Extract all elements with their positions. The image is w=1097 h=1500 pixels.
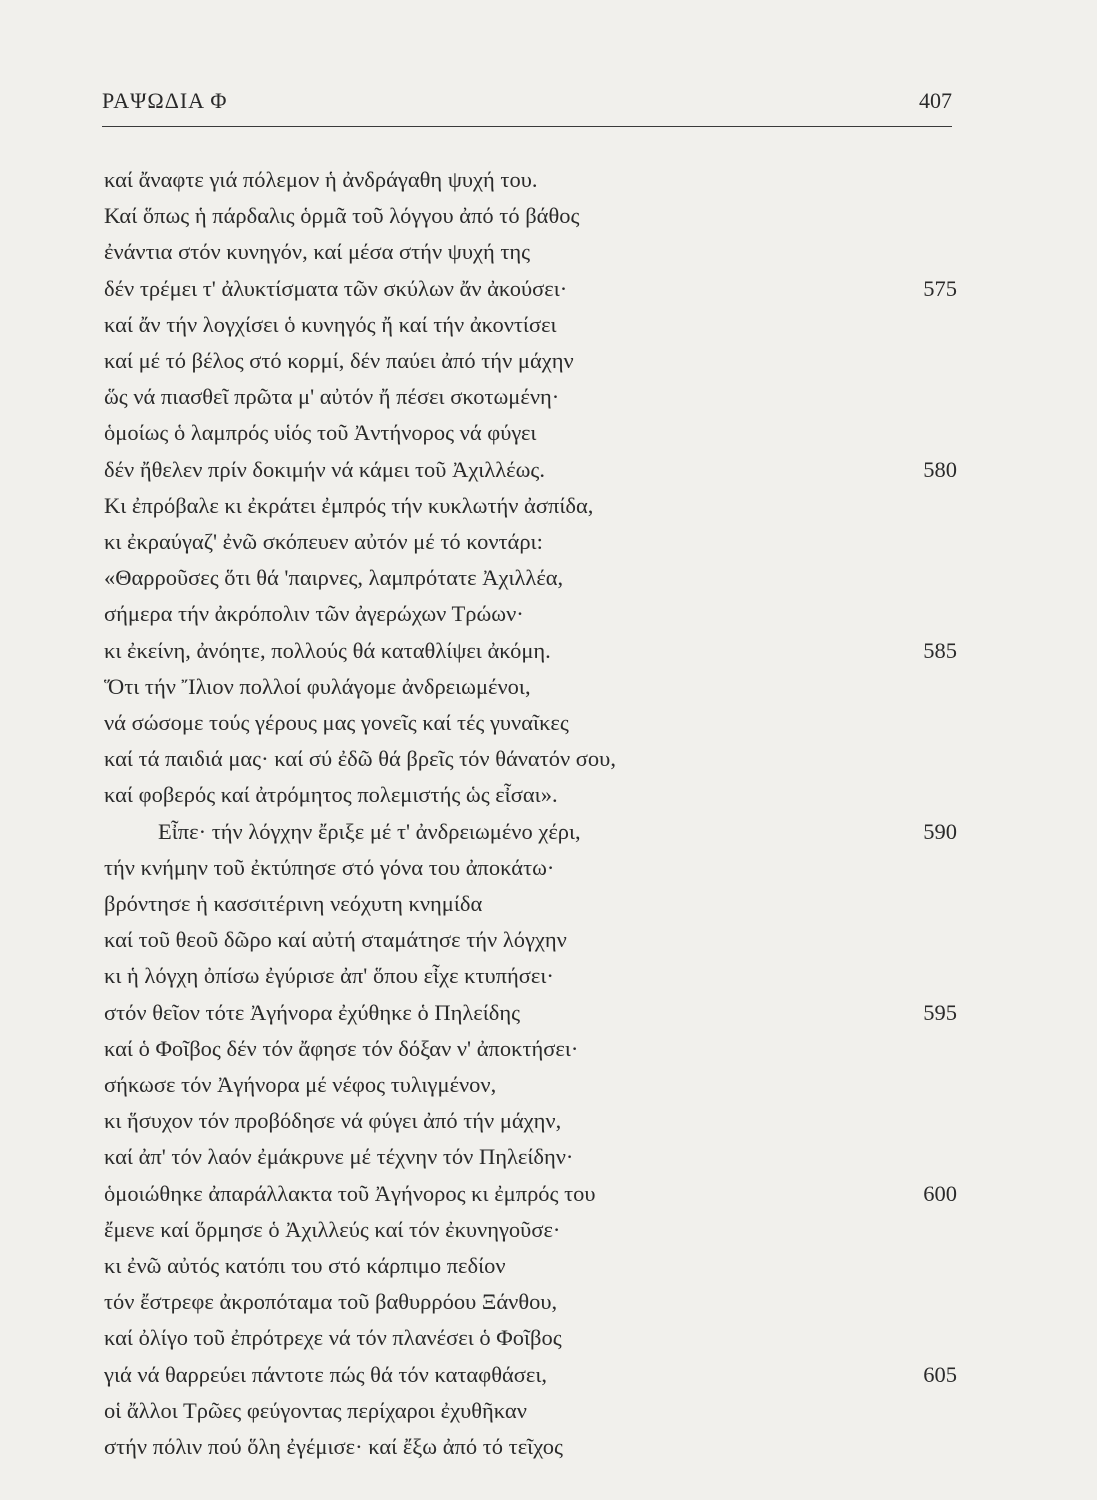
verse-line	[0, 1393, 1097, 1429]
verse-line	[0, 850, 1097, 886]
verse-text: οἱ ἄλλοι Τρῶες φεύγοντας περίχαροι ἐχυθῆκαν	[104, 1397, 527, 1423]
verse-line	[0, 198, 1097, 234]
verse-text: Κι ἐπρόβαλε κι ἐκράτει ἐμπρός τήν κυκλωτήν ἀσπίδα,	[104, 492, 594, 518]
verse-text: στήν πόλιν πού ὅλη ἐγέμισε· καί ἔξω ἀπό τό τεῖχος	[104, 1434, 563, 1459]
verse-line	[0, 1067, 1097, 1103]
verse-text: βρόντησε ἡ κασσιτέρινη νεόχυτη κνημίδα	[104, 891, 483, 916]
verse-line	[0, 922, 1097, 958]
verse-line	[0, 524, 1097, 560]
verse-line	[0, 488, 1097, 524]
verse-line	[0, 1031, 1097, 1067]
verse-line	[0, 1248, 1097, 1284]
header-rule	[102, 126, 952, 127]
verse-line	[0, 560, 1097, 596]
verse-text: κι ἡ λόγχη ὀπίσω ἐγύρισε ἀπ' ὅπου εἶχε κτυπήσει·	[104, 963, 554, 989]
verse-number: 605	[923, 1361, 957, 1387]
verse-line	[0, 452, 1097, 488]
verse-text: ὁμοιώθηκε ἀπαράλλακτα τοῦ Ἀγήνορος κι ἐμπρός του	[104, 1180, 596, 1206]
verse-text: ὁμοίως ὁ λαμπρός υἱός τοῦ Ἀντήνορος νά φύγει	[104, 420, 537, 446]
verse-text: καί μέ τό βέλος στό κορμί, δέν παύει ἀπό τήν μάχην	[104, 348, 574, 373]
verse-line	[0, 777, 1097, 813]
verse-line	[0, 234, 1097, 270]
verse-text: νά σώσομε τούς γέρους μας γονεῖς καί τές γυναῖκες	[104, 710, 569, 735]
verse-text: τήν κνήμην τοῦ ἐκτύπησε στό γόνα του ἀποκάτω·	[104, 854, 555, 880]
verse-line	[0, 1320, 1097, 1356]
verse-line	[0, 271, 1097, 307]
verse-text: κι ἐκείνη, ἀνόητε, πολλούς θά καταθλίψει ἀκόμη.	[104, 637, 551, 663]
verse-number: 595	[923, 999, 957, 1025]
verse-line	[0, 343, 1097, 379]
verse-text: δέν τρέμει τ' ἀλυκτίσματα τῶν σκύλων ἄν ἀκούσει·	[104, 275, 568, 301]
verse-line	[0, 1429, 1097, 1465]
running-head-title: ΡΑΨΩΔΙΑ Φ	[102, 88, 228, 113]
verse-line	[0, 379, 1097, 415]
verse-text: γιά νά θαρρεύει πάντοτε πώς θά τόν καταφθάσει,	[104, 1361, 548, 1387]
verse-text: «Θαρροῦσες ὅτι θά 'παιρνες, λαμπρότατε Ἀχιλλέα,	[104, 565, 564, 591]
verse-text: Καί ὅπως ἡ πάρδαλις ὁρμᾶ τοῦ λόγγου ἀπό τό βάθος	[104, 203, 580, 229]
page-number: 407	[919, 88, 952, 113]
verse-text: καί ἀπ' τόν λαόν ἐμάκρυνε μέ τέχνην τόν Πηλείδην·	[104, 1144, 574, 1170]
verse-text: καί ὀλίγο τοῦ ἐπρότρεχε νά τόν πλανέσει ὁ Φοῖβος	[104, 1325, 562, 1351]
verse-text: Εἶπε· τήν λόγχην ἔριξε μέ τ' ἀνδρειωμένο χέρι,	[158, 818, 581, 844]
verse-number: 590	[923, 818, 957, 844]
verse-text: καί ὁ Φοῖβος δέν τόν ἄφησε τόν δόξαν ν' ἀποκτήσει·	[104, 1035, 579, 1061]
verse-text: ἐνάντια στόν κυνηγόν, καί μέσα στήν ψυχή της	[104, 239, 531, 265]
verse-text: καί φοβερός καί ἀτρόμητος πολεμιστής ὡς εἶσαι».	[104, 782, 558, 808]
verse-text: ὥς νά πιασθεῖ πρῶτα μ' αὐτόν ἤ πέσει σκοτωμένη·	[104, 384, 560, 410]
verse-text: κι ἥσυχον τόν προβόδησε νά φύγει ἀπό τήν μάχην,	[104, 1108, 562, 1134]
verse-text: ἔμενε καί ὅρμησε ὁ Ἀχιλλεύς καί τόν ἐκυνηγοῦσε·	[104, 1216, 561, 1242]
verse-line	[0, 1284, 1097, 1320]
verse-line	[0, 596, 1097, 632]
verse-text: σήκωσε τόν Ἀγήνορα μέ νέφος τυλιγμένον,	[104, 1072, 497, 1097]
verse-line	[0, 1212, 1097, 1248]
verse-text: κι ἐκραύγαζ' ἐνῶ σκόπευεν αὐτόν μέ τό κοντάρι:	[104, 529, 543, 554]
verse-text: κι ἐνῶ αὐτός κατόπι του στό κάρπιμο πεδίον	[104, 1253, 506, 1278]
verse-line	[0, 415, 1097, 451]
verse-text: καί ἄναφτε γιά πόλεμον ἡ ἀνδράγαθη ψυχή του.	[104, 167, 538, 192]
verse-text: καί τά παιδιά μας· καί σύ ἐδῶ θά βρεῖς τόν θάνατόν σου,	[104, 746, 616, 772]
verse-line	[0, 705, 1097, 741]
verse-text: στόν θεῖον τότε Ἀγήνορα ἐχύθηκε ὁ Πηλείδης	[104, 999, 521, 1025]
verse-line	[0, 886, 1097, 922]
verse-text: δέν ἤθελεν πρίν δοκιμήν νά κάμει τοῦ Ἀχιλλέως.	[104, 456, 545, 482]
verse-line	[0, 814, 1097, 850]
verse-line	[0, 162, 1097, 198]
verse-text: Ὅτι τήν Ἴλιον πολλοί φυλάγομε ἀνδρειωμένοι,	[104, 673, 531, 699]
verse-line	[0, 741, 1097, 777]
verse-text: καί τοῦ θεοῦ δῶρο καί αὐτή σταμάτησε τήν λόγχην	[104, 927, 567, 953]
verse-line	[0, 1139, 1097, 1175]
verse-number: 575	[923, 275, 957, 301]
verse-line	[0, 1357, 1097, 1393]
verse-number: 600	[923, 1180, 957, 1206]
verse-line	[0, 633, 1097, 669]
running-head	[102, 88, 952, 118]
verse-text: καί ἄν τήν λογχίσει ὁ κυνηγός ἤ καί τήν ἀκοντίσει	[104, 311, 557, 337]
verse-line	[0, 995, 1097, 1031]
verse-line	[0, 958, 1097, 994]
verse-number: 585	[923, 637, 957, 663]
verse-text: σήμερα τήν ἀκρόπολιν τῶν ἀγερώχων Τρώων·	[104, 601, 524, 627]
verse-line	[0, 669, 1097, 705]
verse-line	[0, 307, 1097, 343]
verse-line	[0, 1176, 1097, 1212]
verse-line	[0, 1103, 1097, 1139]
verse-number: 580	[923, 456, 957, 482]
verse-text: τόν ἔστρεφε ἀκροπόταμα τοῦ βαθυρρόου Ξάνθου,	[104, 1289, 558, 1315]
